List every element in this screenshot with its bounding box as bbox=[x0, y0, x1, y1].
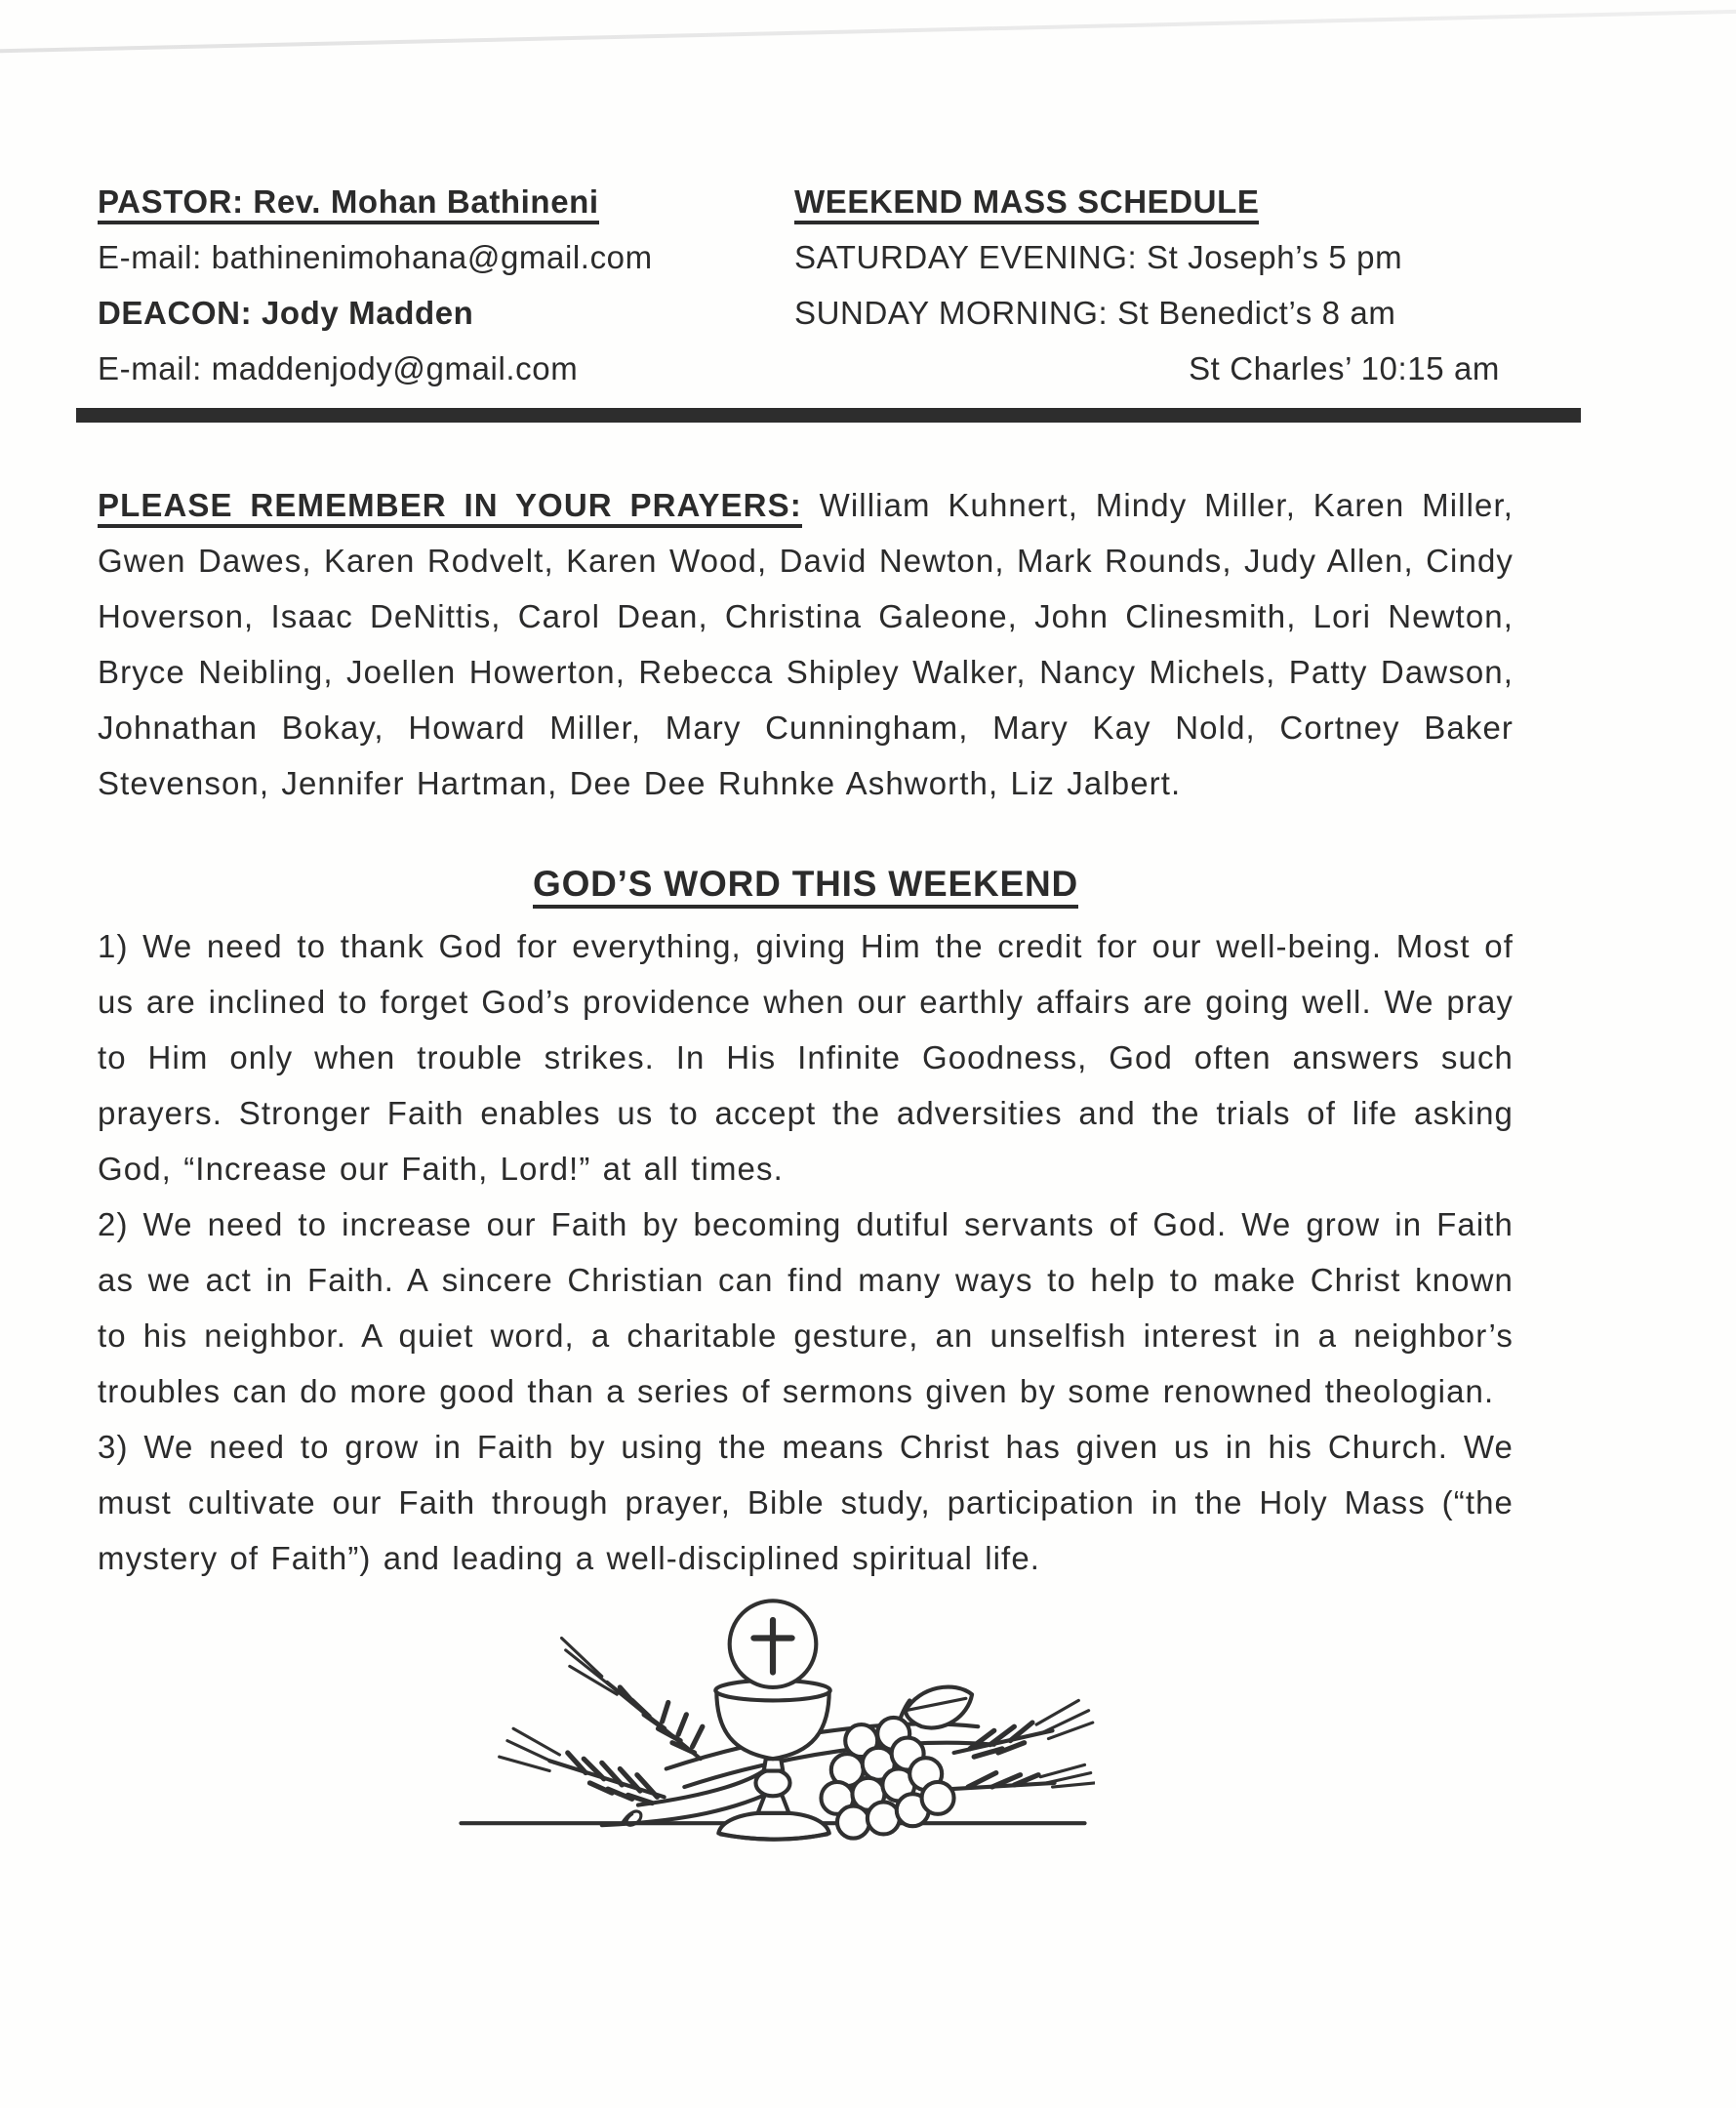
chalice-wheat-grapes-icon bbox=[451, 1590, 1095, 1851]
gods-word-title-row bbox=[98, 860, 1514, 909]
gods-word-paragraph-3: 3) We need to grow in Faith by using the means Christ has given us in his Church. We must cultivate our Faith through prayer, Bible study, participation in the Holy Mass (“the mystery of Faith”) and leading a well-disciplined spiritual life. bbox=[98, 1429, 1514, 1576]
contact-column bbox=[98, 174, 781, 396]
pastor-email: E-mail: bathinenimohana@gmail.com bbox=[98, 239, 653, 275]
chalice-icon bbox=[715, 1681, 830, 1840]
grapes-icon bbox=[821, 1718, 953, 1839]
wheat-left-lower-icon bbox=[499, 1728, 664, 1803]
bulletin-header bbox=[98, 174, 1514, 396]
prayers-names: William Kuhnert, Mindy Miller, Karen Miller, Gwen Dawes, Karen Rodvelt, Karen Wood, David Newton, Mark Rounds, Judy Allen, Cindy Hoverson, Isaac DeNittis, Carol Dean, Christina Galeone, John Clinesmith, Lori Newton, Bryce Neibling, Joellen Howerton, Rebecca Shipley Walker, Nancy Michels, Patty Dawson, Johnathan Bokay, Howard Miller, Mary Cunningham, Mary Kay Nold, Cortney Baker Stevenson, Jennifer Hartman, Dee Dee Ruhnke Ashworth, Liz Jalbert. bbox=[98, 487, 1514, 801]
pastor-name: PASTOR: Rev. Mohan Bathineni bbox=[98, 183, 599, 224]
gods-word-body bbox=[98, 918, 1514, 1586]
schedule-saturday: SATURDAY EVENING: St Joseph’s 5 pm bbox=[794, 239, 1403, 275]
schedule-title-row bbox=[794, 174, 1514, 229]
schedule-column bbox=[781, 174, 1514, 396]
gods-word-paragraph-2: 2) We need to increase our Faith by becoming dutiful servants of God. We grow in Faith as we act in Faith. A sincere Christian can find many ways to help to make Christ known to his neighbor. A quiet word, a charitable gesture, an unselfish interest in a neighbor’s troubles can do more good than a series of sermons given by some renowned theologian. bbox=[98, 1206, 1514, 1409]
eucharist-illustration bbox=[64, 1590, 1480, 1851]
wheat-right-icon bbox=[951, 1700, 1094, 1789]
schedule-title: WEEKEND MASS SCHEDULE bbox=[794, 183, 1259, 224]
header-divider bbox=[76, 408, 1581, 423]
schedule-st-charles: St Charles’ 10:15 am bbox=[1189, 350, 1500, 386]
schedule-sunday: SUNDAY MORNING: St Benedict’s 8 am bbox=[794, 295, 1396, 331]
pastor-line bbox=[98, 174, 781, 229]
scan-artifact-line bbox=[0, 9, 1736, 53]
gods-word-paragraph-1: 1) We need to thank God for everything, giving Him the credit for our well-being. Most of us are inclined to forget God’s providence when our earthly affairs are going well. We pray to Him only when trouble strikes. In His Infinite Goodness, God often answers such prayers. Stronger Faith enables us to accept the adversities and the trials of life asking God, “Increase our Faith, Lord!” at all times. bbox=[98, 928, 1514, 1187]
prayers-paragraph bbox=[98, 477, 1514, 811]
gods-word-title: GOD’S WORD THIS WEEKEND bbox=[533, 864, 1078, 909]
deacon-line: DEACON: Jody Madden bbox=[98, 295, 474, 331]
prayers-label: PLEASE REMEMBER IN YOUR PRAYERS: bbox=[98, 487, 802, 528]
host-cross-icon bbox=[729, 1601, 816, 1687]
wheat-left-upper-icon bbox=[561, 1638, 702, 1759]
deacon-email: E-mail: maddenjody@gmail.com bbox=[98, 350, 579, 386]
